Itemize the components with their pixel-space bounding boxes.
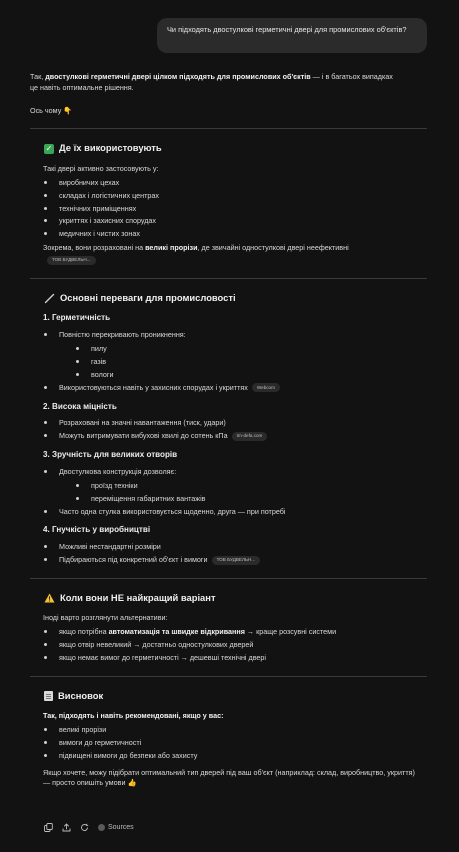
usage-list — [43, 178, 427, 239]
section-advantages-title-text: Основні переваги для промисловості — [60, 291, 236, 303]
advantage-1-list — [43, 330, 427, 392]
sub-list — [75, 344, 427, 380]
list-item: медичних і чистих зонах — [43, 229, 427, 239]
conclusion-lead — [43, 711, 427, 721]
list-item: вимоги до герметичності — [43, 738, 427, 748]
list-item-text: Використовуються навіть у захисних спорудах і укриттях — [59, 382, 248, 392]
usage-lead: Такі двері активно застосовують у: — [43, 164, 159, 173]
intro-pre: Так, — [30, 72, 46, 81]
list-item-text: Підбираються під конкретний об'єкт і вимоги — [59, 555, 208, 565]
closing-paragraph: Якщо хочете, можу підібрати оптимальний тип дверей під ваш об'єкт (наприклад: склад, виробництво, укриття) — просто опишіть умови 👍 — [43, 767, 415, 788]
sources-button[interactable] — [98, 823, 134, 832]
list-item — [43, 467, 427, 503]
advantage-heading-2: 2. Висока міцність — [43, 401, 117, 411]
section-conclusion-title-text: Висновок — [58, 689, 104, 701]
assistant-response — [30, 72, 427, 789]
note-pre: Зокрема, вони розраховані на — [43, 243, 146, 253]
section-conclusion-title — [44, 690, 427, 703]
copy-icon[interactable] — [44, 823, 53, 832]
source-chip[interactable]: Webcom — [252, 383, 280, 392]
list-item: Можливі нестандартні розміри — [43, 542, 427, 552]
warning-icon — [44, 593, 55, 603]
section-advantages-title — [44, 292, 427, 305]
response-toolbar — [44, 823, 134, 832]
advantage-heading-3: 3. Зручність для великих отворів — [43, 450, 178, 460]
item-post: → краще розсувні системи — [244, 627, 337, 637]
sources-label: Sources — [108, 824, 134, 831]
section-usage-title-text: Де їх використовують — [59, 142, 162, 154]
source-chip[interactable]: trn-defa.com — [232, 432, 268, 441]
list-item: якщо немає вимог до герметичності → дешевші технічні двері — [43, 653, 427, 663]
note-bold: великі прорізи — [145, 243, 198, 253]
item-bold: автоматизація та швидке відкривання — [108, 627, 245, 637]
section-usage-title — [44, 142, 427, 155]
not-best-lead: Іноді варто розглянути альтернативи: — [43, 613, 168, 623]
check-mark-icon: ✓ — [45, 143, 53, 153]
item-pre: якщо потрібна — [59, 627, 109, 637]
list-item — [43, 627, 427, 637]
conclusion-lead-bold: Так, підходять і навіть рекомендовані, якщо у вас: — [43, 711, 224, 721]
list-item: переміщення габаритних вантажів — [75, 494, 427, 504]
advantage-4-list — [43, 542, 427, 565]
section-not-best-title — [44, 592, 427, 605]
sub-list — [75, 481, 427, 504]
advantage-heading-1: 1. Герметичність — [43, 313, 111, 323]
source-favicon-icon — [98, 824, 105, 831]
source-chip[interactable]: ТОВ БУДВЕЛЬН... — [212, 556, 261, 565]
not-best-list — [43, 627, 427, 663]
note-post: , де звичайні одностулкові двері неефективні — [197, 243, 349, 253]
list-item: Розраховані на значні навантаження (тиск, удари) — [43, 418, 427, 428]
list-item: Часто одна стулка використовується щоденно, друга — при потребі — [43, 507, 427, 517]
divider — [30, 278, 427, 279]
intro-paragraph — [30, 72, 400, 94]
advantage-3-list — [43, 467, 427, 516]
list-item — [43, 330, 427, 379]
user-message-bubble — [157, 18, 427, 53]
list-item: укриттях і захисних спорудах — [43, 216, 427, 226]
user-message-text: Чи підходять двостулкові герметичні двері для промислових об'єктів? — [167, 25, 407, 34]
list-item-text: Повністю перекривають проникнення: — [59, 330, 186, 340]
list-item-text: Двостулкова конструкція дозволяє: — [59, 466, 177, 476]
list-item — [43, 555, 427, 565]
list-item: складах і логістичних центрах — [43, 191, 427, 201]
intro-bold: двостулкові герметичні двері цілком підходять для промислових об'єктів — [45, 72, 311, 81]
list-item — [43, 431, 427, 441]
conclusion-list — [43, 725, 427, 761]
list-item: підвищені вимоги до безпеки або захисту — [43, 751, 427, 761]
source-chip[interactable]: ТОВ БУДВЕЛЬН... — [47, 256, 96, 265]
list-item: технічних приміщеннях — [43, 204, 427, 214]
refresh-icon[interactable] — [80, 823, 89, 832]
list-item: проїзд техніки — [75, 481, 427, 491]
list-item: якщо отвір невеликий → достатньо одностулкових дверей — [43, 640, 427, 650]
list-item — [43, 383, 427, 393]
list-item: газів — [75, 357, 427, 367]
divider — [30, 676, 427, 677]
usage-note — [43, 243, 427, 253]
list-item-text: Можуть витримувати вибухові хвилі до сотень кПа — [59, 431, 228, 441]
divider — [30, 128, 427, 129]
intro-post: — і в багатьох випадках це навіть оптимальне рішення. — [30, 72, 393, 92]
why-line: Ось чому 👇 — [30, 105, 73, 115]
document-icon — [44, 691, 53, 701]
list-item: виробничих цехах — [43, 178, 427, 188]
list-item: великі прорізи — [43, 725, 427, 735]
list-item: пилу — [75, 344, 427, 354]
pencil-icon — [44, 293, 55, 304]
advantage-2-list — [43, 418, 427, 441]
divider — [30, 578, 427, 579]
section-not-best-title-text: Коли вони НЕ найкращий варіант — [60, 591, 216, 603]
advantage-heading-4: 4. Гнучкість у виробництві — [43, 525, 151, 535]
share-icon[interactable] — [62, 823, 71, 832]
list-item: вологи — [75, 370, 427, 380]
